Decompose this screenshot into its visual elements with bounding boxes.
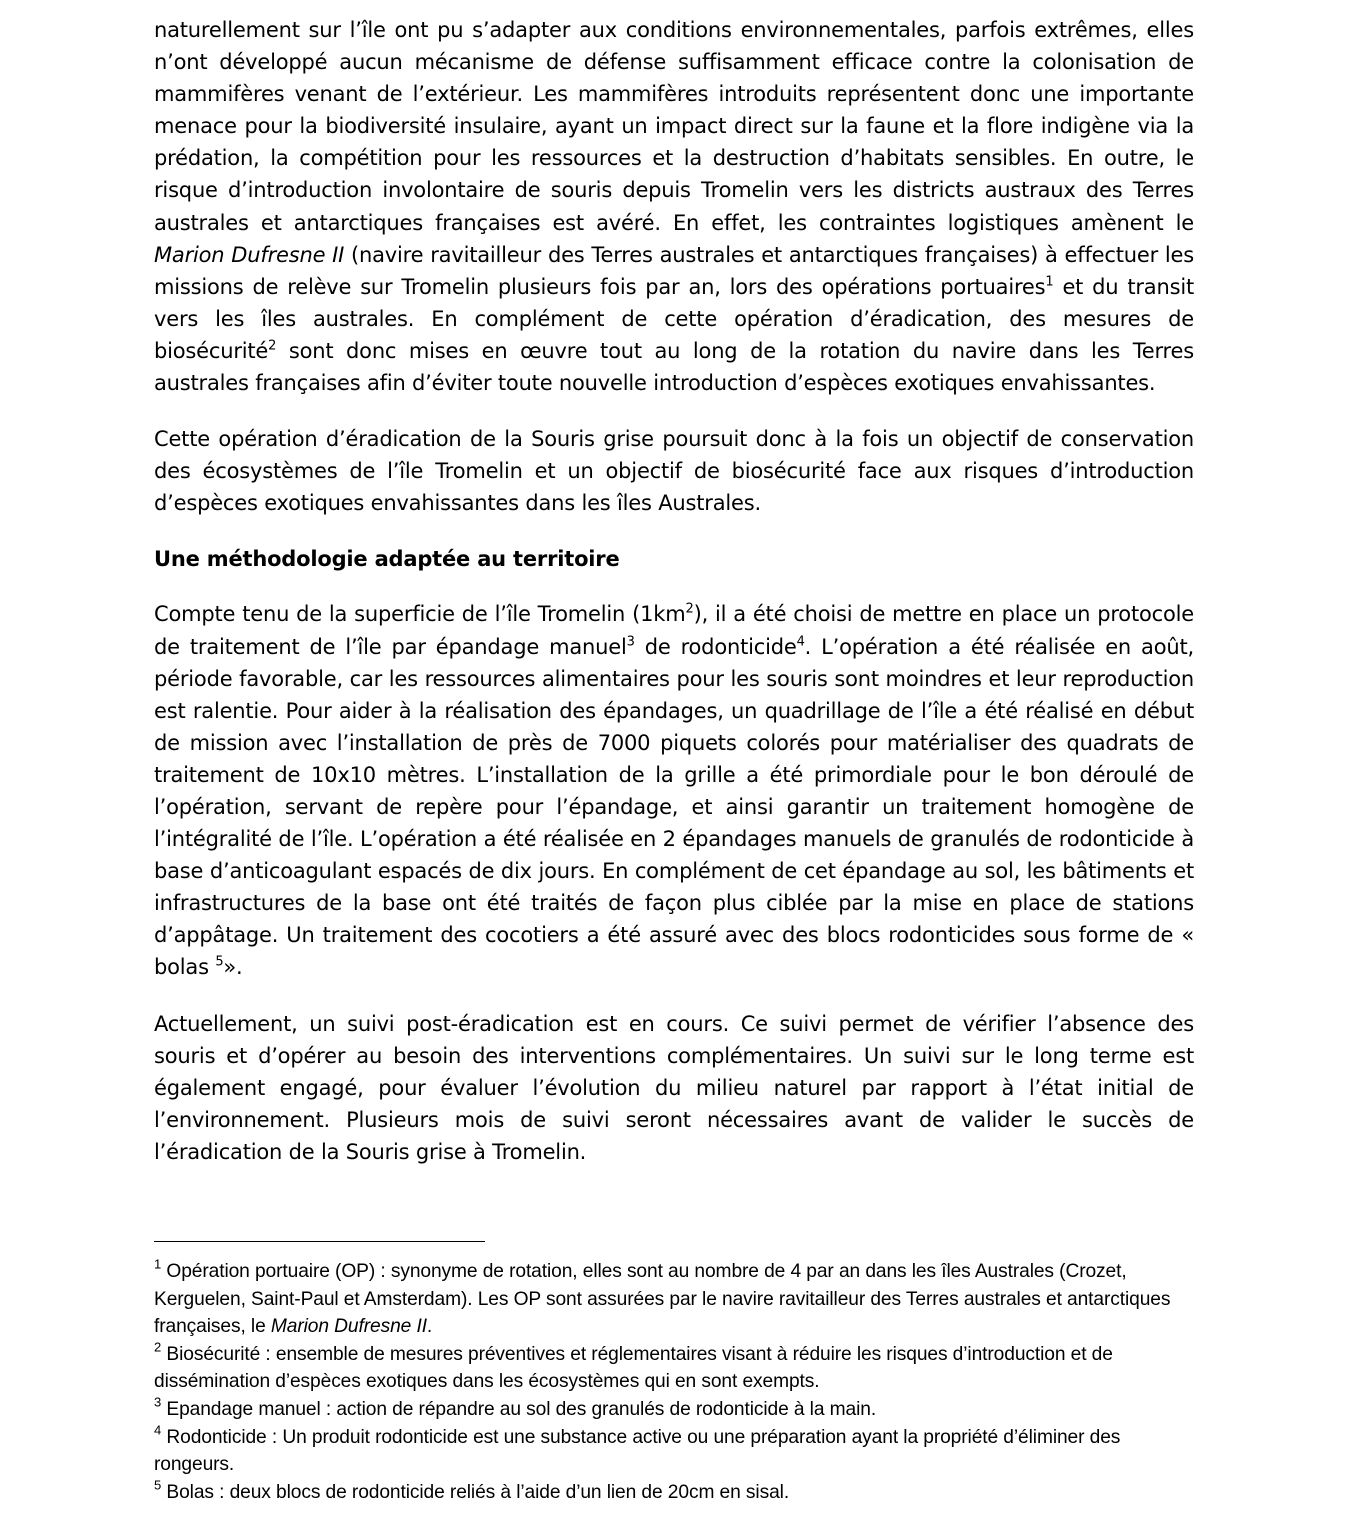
footnote-text-end: . [426,1316,433,1338]
paragraph-text: (navire ravitailleur des Terres australes et antarctiques françaises) à effectuer les missions de relève sur Tromelin plusieurs fois par an, lors des opérations portuaires [154,242,1194,299]
footnote-text: Biosécurité : ensemble de mesures préventives et réglementaires visant à réduire les risques d’introduction et de dissémination d’espèces exotiques dans les écosystèmes qui en sont exempts. [154,1343,1113,1393]
paragraph-text: naturellement sur l’île ont pu s’adapter aux conditions environnementales, parfois extrêmes, elles n’ont développé aucun mécanisme de défense suffisamment efficace contre la colonisation de mammifères venant de l’extérieur. Les mammifères introduits représentent donc une importante menace pour la biodiversité insulaire, ayant un impact direct sur la faune et la flore indigène via la prédation, la compétition pour les ressources et la destruction d’habitats sensibles. En outre, le risque d’introduction involontaire de souris depuis Tromelin vers les districts austraux des Terres australes et antarctiques françaises est avéré. En effet, les contraintes logistiques amènent le [154,18,1194,235]
footnote-ref-2[interactable]: 2 [268,338,277,354]
paragraph-text: sont donc mises en œuvre tout au long de la rotation du navire dans les Terres australes françaises afin d’éviter toute nouvelle introduction d’espèces exotiques envahissantes. [154,338,1194,396]
footnote-number: 4 [154,1422,162,1438]
paragraph-methodology [154,598,1194,983]
footnote-text: Bolas : deux blocs de rodonticide reliés à l’aide d’un lien de 20cm en sisal. [161,1481,790,1503]
footnote-number: 1 [154,1256,162,1272]
footnote-ref-1[interactable]: 1 [1045,274,1054,290]
paragraph-text: ), il a été choisi de mettre en place un protocole de traitement de l’île par épandage manuel [154,602,1194,659]
paragraph-text: . L’opération a été réalisée en août, période favorable, car les ressources alimentaires pour les souris sont moindres et leur reproduction est ralentie. Pour aider à la réalisation des épandages, un quadrillage de l’île a été réalisé en début de mission avec l’installation de près de 7000 piquets colorés pour matérialiser des quadrats de traitement de 10x10 mètres. L’installation de la grille a été primordiale pour le bon déroulé de l’opération, servant de repère pour l’épandage, et ainsi garantir un traitement homogène de l’intégralité de l’île. L’opération a été réalisée en 2 épandages manuels de granulés de rodonticide à base d’anticoagulant espacés de dix jours. En complément de cet épandage au sol, les bâtiments et infrastructures de la base ont été traités de façon plus ciblée par la mise en place de stations d’appâtage. Un traitement des cocotiers a été assuré avec des blocs rodonticides sous forme de « bolas [154,634,1194,980]
ship-name: Marion Dufresne II [154,242,345,267]
paragraph-monitoring: Actuellement, un suivi post-éradication est en cours. Ce suivi permet de vérifier l’absence des souris et d’opérer au besoin des interventions complémentaires. Un suivi sur le long terme est également engagé, pour évaluer l’évolution du milieu naturel par rapport à l’état initial de l’environnement. Plusieurs mois de suivi seront nécessaires avant de valider le succès de l’éradication de la Souris grise à Tromelin. [154,1011,1194,1164]
footnote-number: 5 [154,1477,162,1493]
footnote-text: Opération portuaire (OP) : synonyme de rotation, elles sont au nombre de 4 par an dans les îles Australes (Crozet, Kerguelen, Saint-Paul et Amsterdam). Les OP sont assurées par le navire ravitailleur des Terres australes et antarctiques françaises, le [154,1261,1171,1338]
footnote-separator [154,1241,485,1242]
paragraph-text: Compte tenu de la superficie de l’île Tromelin (1km [154,602,686,627]
footnotes [154,1258,1194,1506]
document-body [154,14,1194,1192]
footnote-4 [154,1424,1194,1479]
footnote-ref-5[interactable]: 5 [215,954,224,970]
footnote-text: Epandage manuel : action de répandre au sol des granulés de rodonticide à la main. [161,1398,877,1420]
footnote-1 [154,1258,1194,1341]
ship-name: Marion Dufresne II [270,1316,427,1338]
section-heading: Une méthodologie adaptée au territoire [154,547,620,572]
footnote-2 [154,1341,1194,1396]
footnote-number: 2 [154,1339,162,1355]
footnote-ref-3[interactable]: 3 [626,634,635,650]
paragraph-text: de rodonticide [634,634,797,659]
paragraph-objectives: Cette opération d’éradication de la Souris grise poursuit donc à la fois un objectif de conservation des écosystèmes de l’île Tromelin et un objectif de biosécurité face aux risques d’introduction d’espèces exotiques envahissantes dans les îles Australes. [154,427,1194,516]
superscript-squared: 2 [685,601,694,617]
footnote-number: 3 [154,1394,162,1410]
footnote-5 [154,1479,1194,1507]
paragraph-text: ». [223,955,243,980]
footnote-text: Rodonticide : Un produit rodonticide est une substance active ou une préparation ayant la propriété d’éliminer des rongeurs. [154,1426,1121,1476]
paragraph-mammal-threat [154,14,1194,399]
footnote-ref-4[interactable]: 4 [796,634,805,650]
footnote-3 [154,1396,1194,1424]
paragraph-text: et du transit vers les îles australes. En complément de cette opération d’éradication, des mesures de biosécurité [154,274,1194,363]
